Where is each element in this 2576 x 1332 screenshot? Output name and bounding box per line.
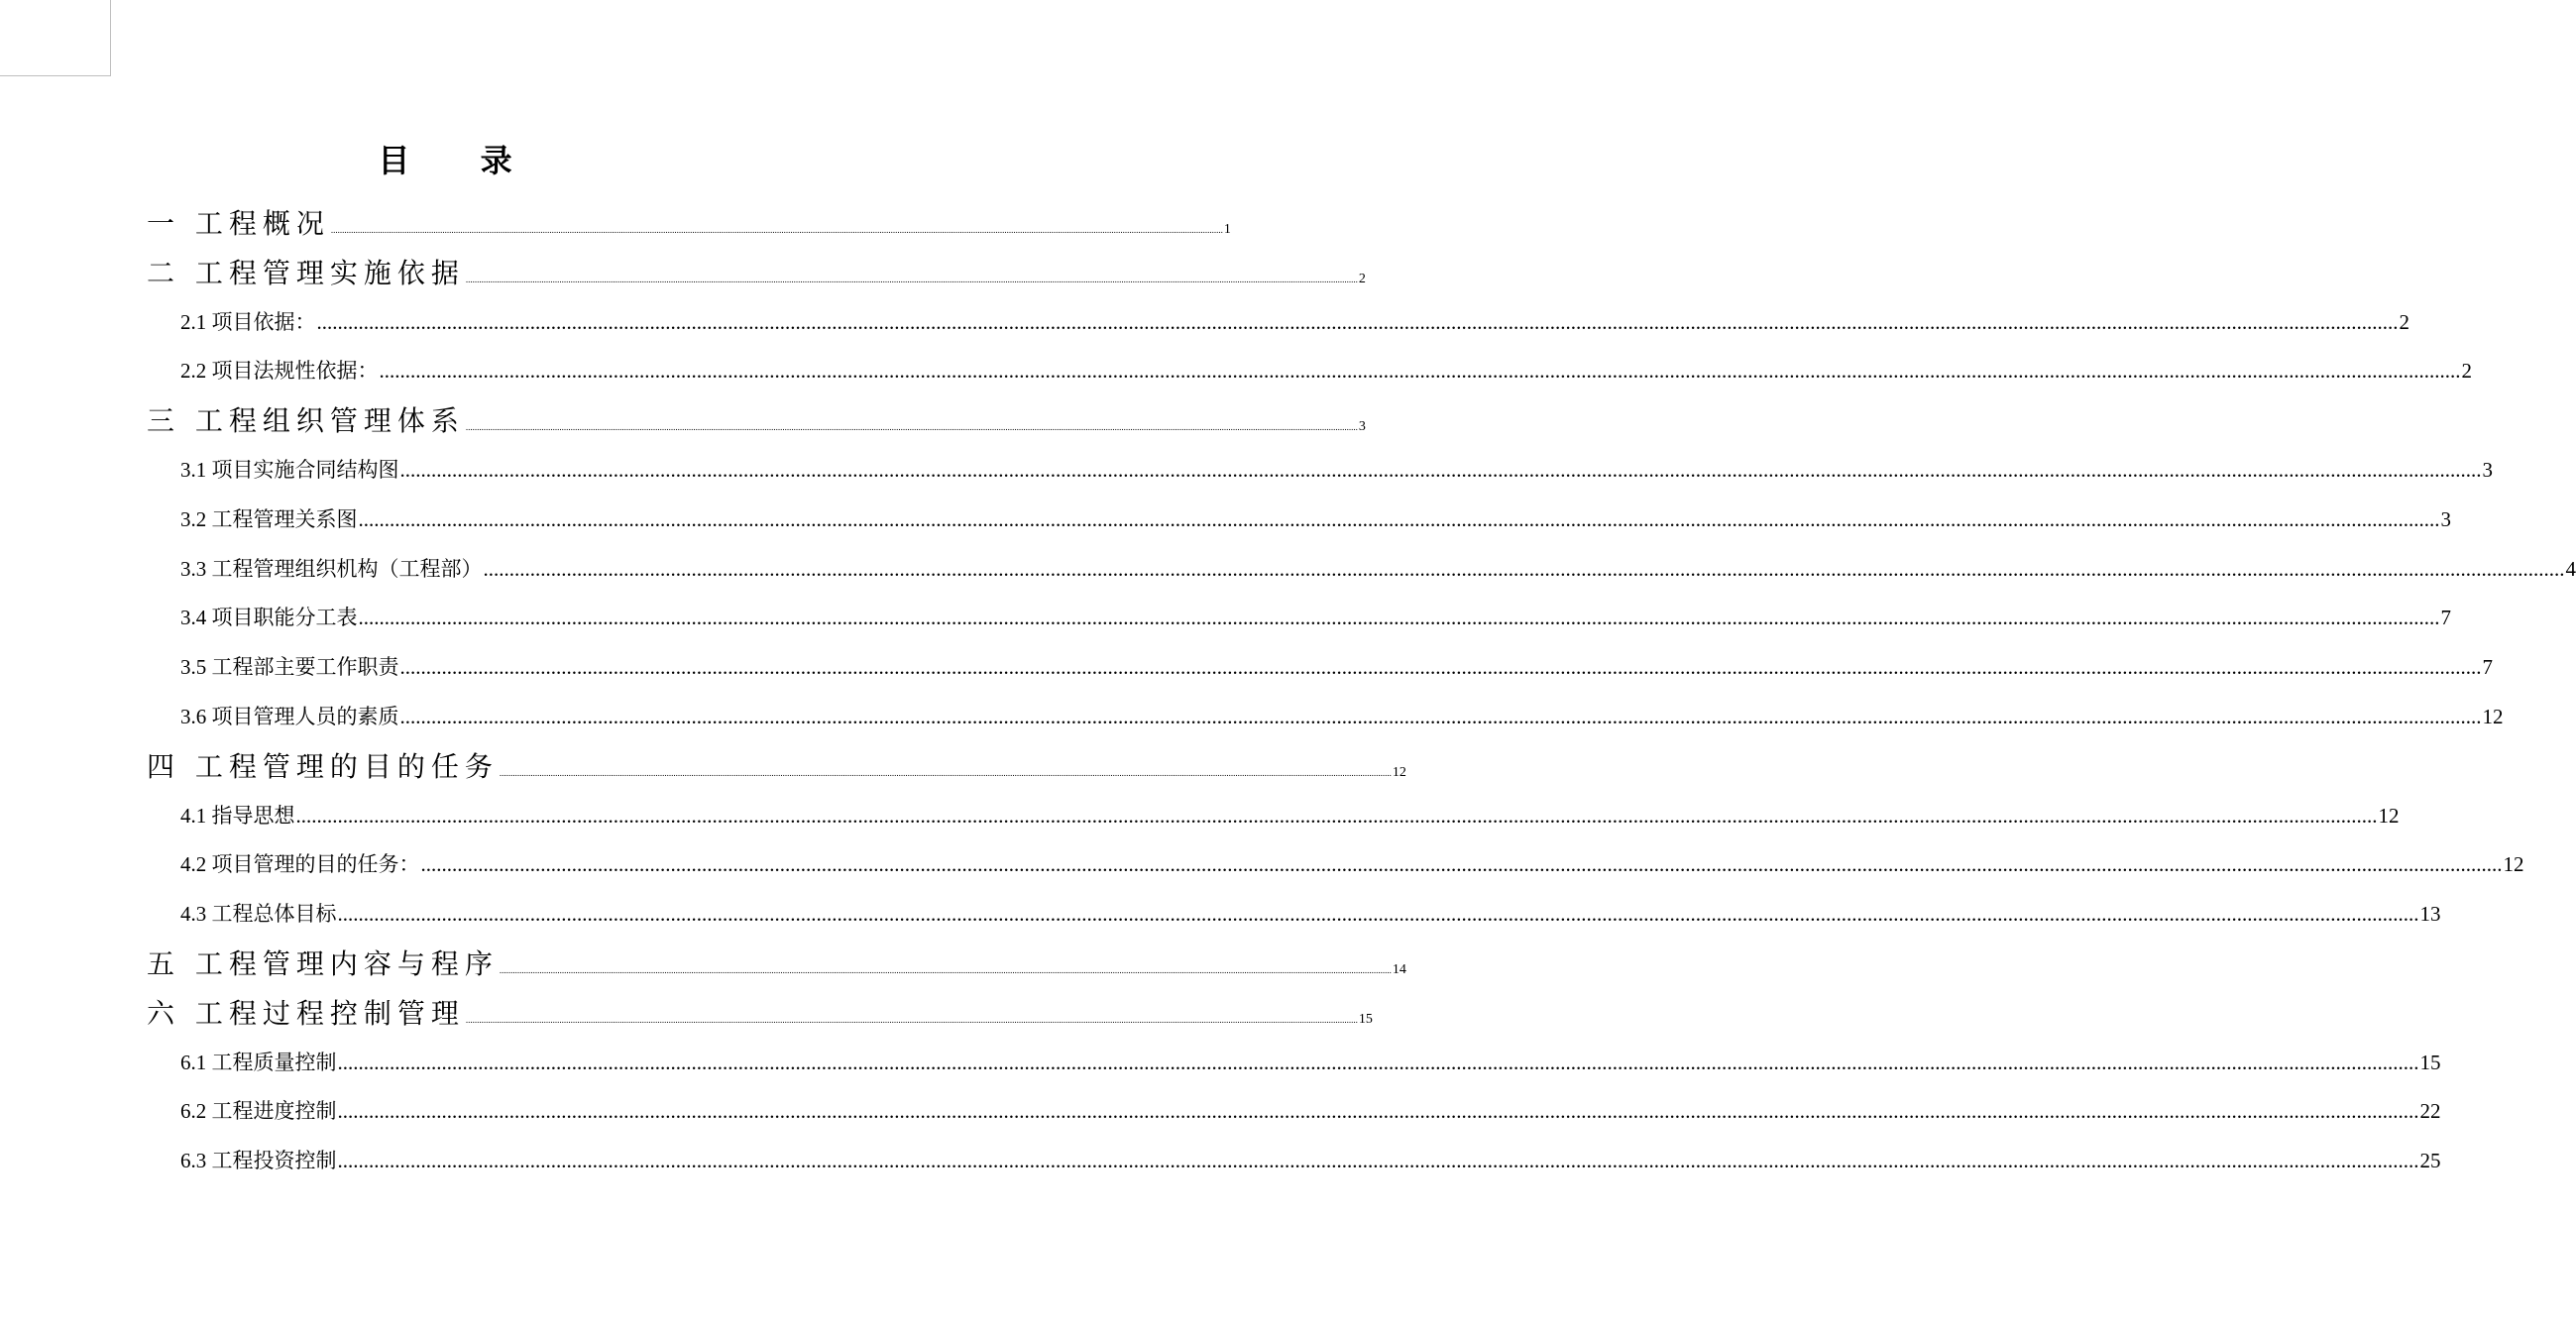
toc-page-number: 12 [2378, 803, 2400, 828]
toc-section-entry[interactable] [180, 602, 2451, 631]
toc-page-number: 13 [2419, 902, 2441, 927]
toc-chapter-entry[interactable] [147, 399, 1366, 439]
toc-leader-dots: ................................................................................................................................................................................................................................................................................................................................................................................................................ [358, 606, 2440, 630]
toc-entry-text: 6.3 工程投资控制 [180, 1149, 337, 1173]
toc-page-number: 3 [2482, 458, 2493, 482]
toc-chapter-entry[interactable] [147, 745, 1406, 785]
toc-page-number: 2 [2461, 359, 2472, 384]
toc-entry-text: 六 工程过程控制管理 [147, 996, 465, 1030]
toc-entry-text: 3.2 工程管理关系图 [180, 506, 358, 531]
toc-section-entry[interactable] [180, 306, 2409, 336]
toc-section-entry[interactable] [180, 1095, 2441, 1125]
toc-entry-text: 2.1 项目依据： [180, 309, 316, 334]
toc-page-number: 15 [2419, 1050, 2441, 1074]
toc-chapter-entry[interactable] [147, 992, 1373, 1032]
toc-entry-text: 3.4 项目职能分工表 [180, 606, 358, 630]
toc-section-entry[interactable] [180, 1145, 2441, 1174]
toc-leader-dots: ................................................................................................................................................................................................................................................................................................................................................................................................................ [399, 705, 2482, 728]
toc-entry-text: 4.1 指导思想 [180, 803, 295, 828]
toc-entry-text: 3.6 项目管理人员的素质 [180, 705, 399, 728]
toc-page-number: 1 [1223, 222, 1231, 237]
toc-section-entry[interactable] [180, 800, 2400, 830]
toc-page-number: 12 [1392, 764, 1406, 780]
toc-entry-text: 2.2 项目法规性依据： [180, 359, 379, 384]
toc-entry-text: 五 工程管理内容与程序 [147, 947, 499, 980]
toc-entry-text: 一 工程概况 [147, 207, 330, 240]
toc-page-number: 3 [1358, 419, 1366, 435]
toc-page-number: 2 [1358, 271, 1366, 286]
toc-leader-dots: ................................................................................................................................................................................................................................................................................................................................................................................................................ [499, 767, 1392, 778]
toc-section-entry[interactable] [180, 553, 2576, 583]
toc-entry-text: 3.3 工程管理组织机构（工程部） [180, 556, 483, 581]
toc-leader-dots: ................................................................................................................................................................................................................................................................................................................................................................................................................ [330, 225, 1223, 235]
toc-entry-text: 四 工程管理的目的任务 [147, 749, 499, 783]
toc-entry-text: 4.2 项目管理的目的任务： [180, 852, 420, 877]
toc-entry-text: 二 工程管理实施依据 [147, 256, 465, 289]
toc-page-number: 14 [1392, 962, 1406, 977]
toc-section-entry[interactable] [180, 701, 2504, 730]
toc-entry-text: 4.3 工程总体目标 [180, 902, 337, 927]
toc-leader-dots: ................................................................................................................................................................................................................................................................................................................................................................................................................ [420, 852, 2503, 877]
toc-leader-dots: ................................................................................................................................................................................................................................................................................................................................................................................................................ [483, 556, 2565, 581]
toc-entry-text: 3.5 工程部主要工作职责 [180, 655, 399, 680]
toc-page-number: 25 [2419, 1149, 2441, 1173]
toc-section-entry[interactable] [180, 848, 2524, 878]
toc-leader-dots: ................................................................................................................................................................................................................................................................................................................................................................................................................ [399, 655, 2482, 680]
toc-leader-dots: ................................................................................................................................................................................................................................................................................................................................................................................................................ [337, 1050, 2419, 1074]
toc-entry-text: 6.1 工程质量控制 [180, 1050, 337, 1074]
toc-entry-text: 3.1 项目实施合同结构图 [180, 458, 399, 482]
toc-entry-text: 6.2 工程进度控制 [180, 1099, 337, 1124]
toc-leader-dots: ................................................................................................................................................................................................................................................................................................................................................................................................................ [465, 422, 1358, 433]
toc-section-entry[interactable] [180, 651, 2493, 681]
toc-leader-dots: ................................................................................................................................................................................................................................................................................................................................................................................................................ [295, 803, 2378, 828]
toc-chapter-entry[interactable] [147, 252, 1366, 291]
toc-page-number: 22 [2419, 1099, 2441, 1124]
toc-section-entry[interactable] [180, 1047, 2441, 1076]
toc-page-number: 7 [2440, 606, 2451, 630]
toc-page-number: 3 [2440, 506, 2451, 531]
toc-title: 目 录 [378, 142, 542, 179]
toc-entry-text: 三 工程组织管理体系 [147, 404, 465, 438]
toc-leader-dots: ................................................................................................................................................................................................................................................................................................................................................................................................................ [399, 458, 2482, 482]
toc-page-number: 4 [2565, 556, 2576, 581]
toc-page-number: 15 [1358, 1011, 1373, 1027]
toc-page-number: 12 [2503, 852, 2524, 877]
toc-leader-dots: ................................................................................................................................................................................................................................................................................................................................................................................................................ [379, 359, 2461, 384]
toc-section-entry[interactable] [180, 454, 2493, 484]
toc-chapter-entry[interactable] [147, 202, 1231, 242]
toc-leader-dots: ................................................................................................................................................................................................................................................................................................................................................................................................................ [358, 506, 2440, 531]
toc-leader-dots: ................................................................................................................................................................................................................................................................................................................................................................................................................ [337, 902, 2419, 927]
toc-leader-dots: ................................................................................................................................................................................................................................................................................................................................................................................................................ [337, 1099, 2419, 1124]
toc-section-entry[interactable] [180, 898, 2441, 928]
toc-leader-dots: ................................................................................................................................................................................................................................................................................................................................................................................................................ [499, 965, 1392, 975]
toc-section-entry[interactable] [180, 503, 2451, 533]
toc-leader-dots: ................................................................................................................................................................................................................................................................................................................................................................................................................ [465, 274, 1358, 284]
toc-leader-dots: ................................................................................................................................................................................................................................................................................................................................................................................................................ [465, 1014, 1358, 1025]
toc-section-entry[interactable] [180, 355, 2472, 385]
toc-page-number: 7 [2482, 655, 2493, 680]
toc-leader-dots: ................................................................................................................................................................................................................................................................................................................................................................................................................ [337, 1149, 2419, 1173]
toc-page-number: 12 [2482, 705, 2504, 728]
toc-leader-dots: ................................................................................................................................................................................................................................................................................................................................................................................................................ [316, 309, 2399, 334]
toc-chapter-entry[interactable] [147, 943, 1406, 982]
toc-page-number: 2 [2399, 309, 2409, 334]
